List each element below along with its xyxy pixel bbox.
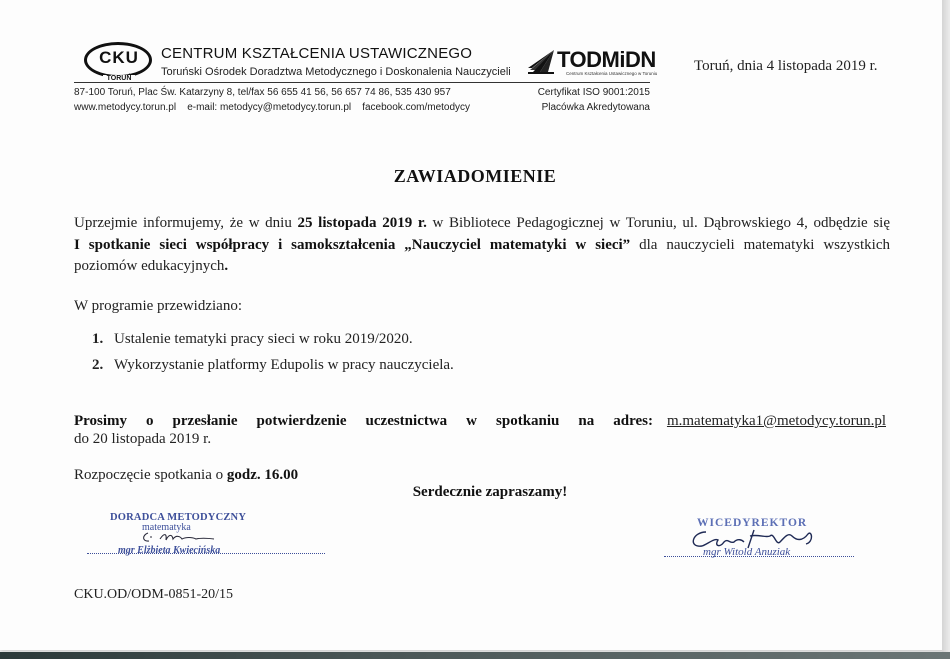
document-title: ZAWIADOMIENIE bbox=[393, 166, 557, 186]
list-number: 1. bbox=[92, 331, 104, 347]
intro-text-c: dla nauczycieli matematyki wszystkich bbox=[630, 237, 891, 253]
request-text: Prosimy o przesłanie potwierdzenie uczestnictwa w spotkaniu na adres: bbox=[74, 413, 653, 429]
left-stamp-role: DORADCA METODYCZNY bbox=[110, 512, 247, 523]
start-line bbox=[74, 465, 890, 485]
left-signature-line bbox=[87, 553, 325, 554]
meeting-name: I spotkanie sieci współpracy i samokształcenia „Nauczyciel matematyki w sieci” bbox=[74, 237, 631, 253]
start-text: Rozpoczęcie spotkania o bbox=[74, 467, 227, 483]
meeting-date: 25 listopada 2019 r. bbox=[297, 215, 427, 231]
left-signature bbox=[140, 529, 220, 545]
place-date: Toruń, dnia 4 listopada 2019 r. bbox=[694, 58, 878, 74]
right-stamp-name: mgr Witold Anuziak bbox=[703, 546, 791, 558]
left-stamp-name: mgr Elżbieta Kwiecińska bbox=[118, 545, 221, 556]
viewer-bottom-strip bbox=[0, 652, 950, 659]
partner-logo-subtitle: Centrum Kształcenia Ustawicznego w Toruniu bbox=[566, 71, 658, 76]
organization-subtitle: Toruński Ośrodek Doradztwa Metodycznego i Doskonalenia Nauczycieli bbox=[161, 66, 511, 78]
intro-line-1 bbox=[74, 213, 890, 233]
request-line bbox=[74, 411, 886, 431]
organization-title: CENTRUM KSZTAŁCENIA USTAWICZNEGO bbox=[161, 45, 473, 62]
page-edge-shadow bbox=[942, 0, 950, 652]
reference-number: CKU.OD/ODM-0851-20/15 bbox=[74, 587, 234, 602]
list-text: Ustalenie tematyki pracy sieci w roku 2019/2020. bbox=[114, 331, 413, 347]
intro-text-b: w Bibliotece Pedagogicznej w Toruniu, ul. Dąbrowskiego 4, odbędzie się bbox=[426, 215, 890, 231]
intro-line-2 bbox=[74, 235, 890, 255]
list-item bbox=[92, 357, 454, 374]
right-stamp-role: WICEDYREKTOR bbox=[697, 517, 808, 529]
intro-line-3 bbox=[74, 256, 890, 276]
request-email-link[interactable]: m.matematyka1@metodycy.torun.pl bbox=[666, 413, 886, 429]
cku-logo-text: CKU bbox=[99, 48, 139, 67]
intro-period: . bbox=[224, 258, 229, 274]
closing-text: Serdecznie zapraszamy! bbox=[412, 484, 568, 500]
contact-address: 87-100 Toruń, Plac Św. Katarzyny 8, tel/fax 56 655 41 56, 56 657 74 86, 535 430 957 bbox=[74, 87, 451, 98]
intro-text-a: Uprzejmie informujemy, że w dniu bbox=[74, 215, 298, 231]
start-time: godz. 16.00 bbox=[226, 467, 299, 483]
request-deadline: do 20 listopada 2019 r. bbox=[74, 431, 212, 447]
partner-logo-title: TODMiDN bbox=[557, 47, 656, 72]
intro-text-d: poziomów edukacyjnych bbox=[74, 258, 225, 274]
list-number: 2. bbox=[92, 357, 104, 373]
right-signature-line bbox=[664, 556, 854, 557]
program-intro: W programie przewidziano: bbox=[74, 298, 242, 314]
header-divider bbox=[74, 82, 650, 83]
book-logo-icon bbox=[526, 46, 556, 74]
certificate-text: Certyfikat ISO 9001:2015 bbox=[537, 87, 650, 98]
contact-web: www.metodycy.torun.pl e-mail: metodycy@metodycy.torun.pl facebook.com/metodycy bbox=[74, 102, 471, 113]
left-stamp-subject: matematyka bbox=[142, 522, 191, 533]
list-text: Wykorzystanie platformy Edupolis w pracy nauczyciela. bbox=[114, 357, 454, 373]
accreditation-text: Placówka Akredytowana bbox=[541, 102, 650, 113]
cku-logo-subtext: TORUŃ bbox=[103, 75, 135, 82]
list-item bbox=[92, 331, 413, 348]
